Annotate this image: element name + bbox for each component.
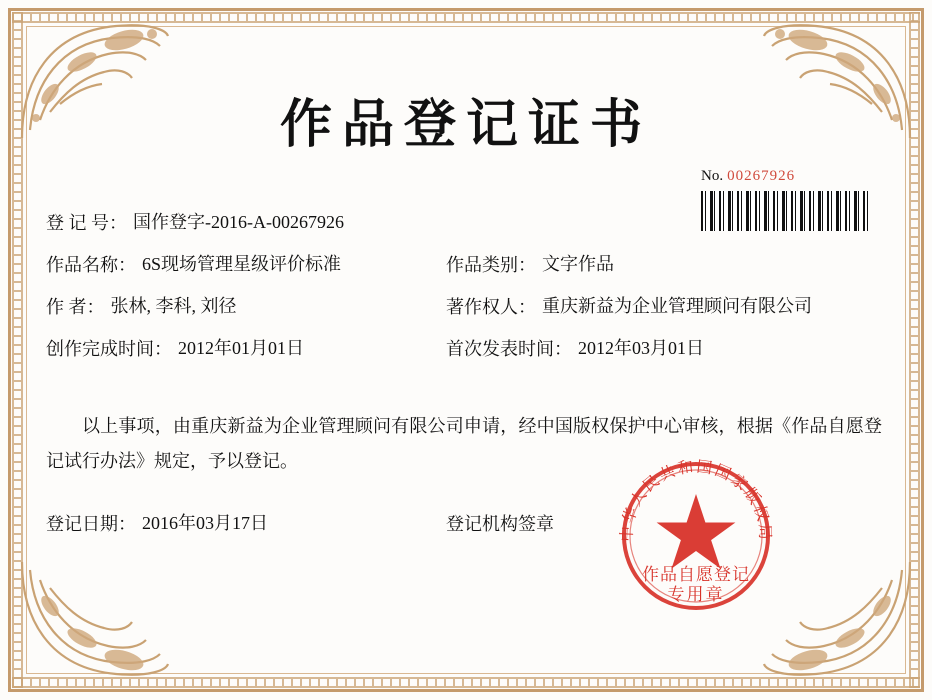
work-title-field xyxy=(46,251,446,277)
registration-date-field xyxy=(46,510,446,536)
registration-number-field xyxy=(46,209,446,235)
serial-value: 00267926 xyxy=(727,168,796,184)
fields-table xyxy=(46,209,886,361)
work-title-label: 作品名称： xyxy=(46,255,136,276)
first-publication-date-label: 首次发表时间： xyxy=(446,339,572,360)
work-title-value: 6S现场管理星级评价标准 xyxy=(142,254,342,275)
copyright-owner-label: 著作权人： xyxy=(446,297,536,318)
authors-label: 作 者： xyxy=(46,297,105,318)
creation-date-label: 创作完成时间： xyxy=(46,339,172,360)
serial-number-line xyxy=(701,168,876,185)
registration-date-value: 2016年03月17日 xyxy=(142,513,268,533)
work-category-label: 作品类别： xyxy=(446,255,536,276)
statement-paragraph: 以上事项，由重庆新益为企业管理顾问有限公司申请，经中国版权保护中心审核，根据《作品自愿登记试行办法》规定，予以登记。 xyxy=(46,416,882,471)
seal-caption-label: 登记机构签章 xyxy=(446,514,554,534)
first-publication-date-value: 2012年03月01日 xyxy=(578,338,704,359)
svg-text:专用章: 专用章 xyxy=(667,585,725,605)
svg-text:中华人民共和国国家版权局: 中华人民共和国国家版权局 xyxy=(617,457,775,543)
copyright-owner-field xyxy=(446,293,866,319)
registration-date-label: 登记日期： xyxy=(46,514,136,534)
field-row-dates xyxy=(46,335,886,361)
serial-label: No. xyxy=(701,168,724,184)
registration-number-value: 国作登字-2016-A-00267926 xyxy=(133,212,344,232)
copyright-owner-value: 重庆新益为企业管理顾问有限公司 xyxy=(542,296,812,317)
creation-date-value: 2012年01月01日 xyxy=(178,338,304,359)
authors-field xyxy=(46,293,446,319)
creation-date-field xyxy=(46,335,446,361)
page-title: 作品登记证书 xyxy=(279,94,652,155)
svg-text:作品自愿登记: 作品自愿登记 xyxy=(642,565,750,585)
work-category-value: 文字作品 xyxy=(542,254,614,275)
registration-number-label: 登 记 号： xyxy=(46,213,127,233)
field-row-registration xyxy=(46,209,886,235)
first-publication-date-field xyxy=(446,335,866,361)
authors-value: 张林, 李科, 刘径 xyxy=(110,296,237,317)
field-row-title-category xyxy=(46,251,886,277)
official-seal xyxy=(608,448,784,624)
work-category-field xyxy=(446,251,866,277)
field-row-authors-owner xyxy=(46,293,886,319)
